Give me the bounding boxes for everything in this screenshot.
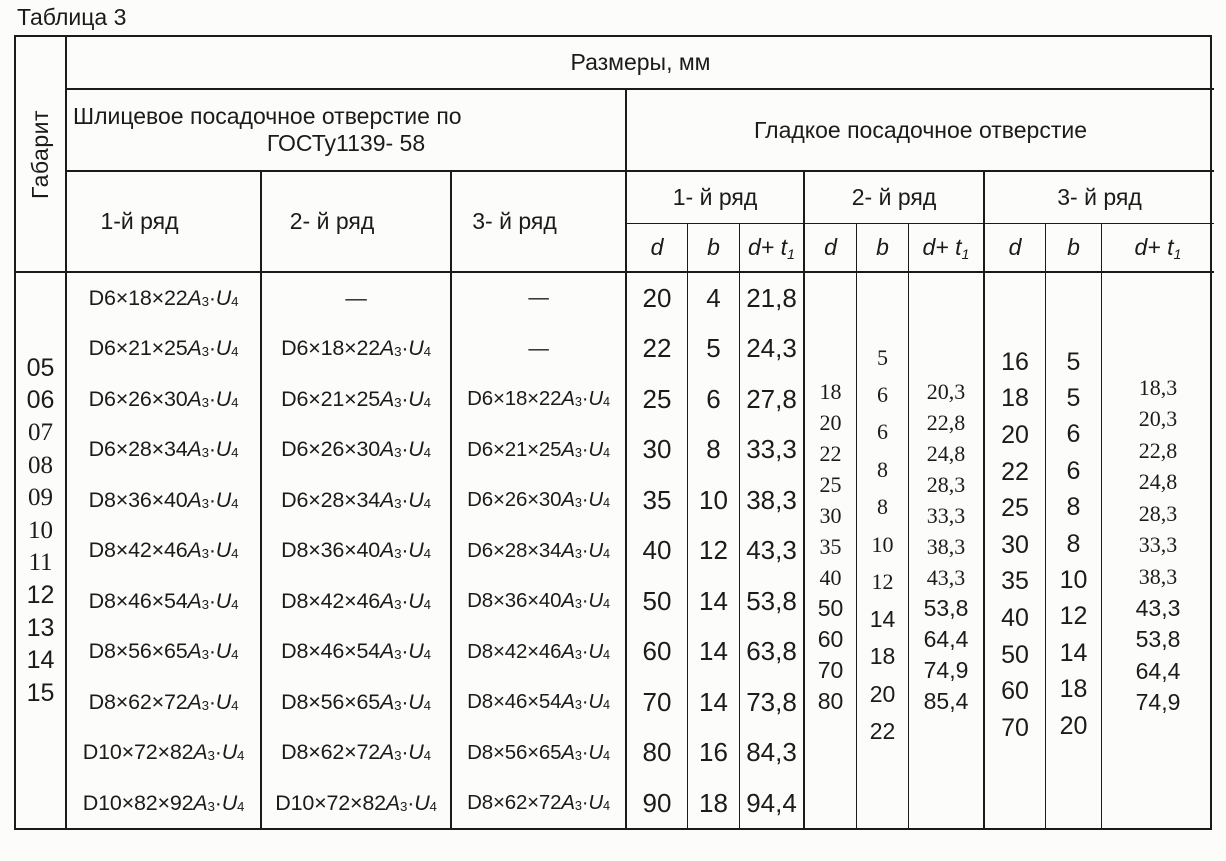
smooth-row2-label: 2- й ряд bbox=[851, 184, 937, 210]
cell-value: 18 bbox=[699, 787, 728, 818]
smooth-row2-b-column bbox=[857, 273, 909, 828]
row1-col-d-header-cell bbox=[627, 224, 688, 273]
cell-value: 40 bbox=[642, 535, 672, 566]
cell-value: D8×46×54 A $_3$ · U $_4$ bbox=[88, 588, 239, 613]
smooth-hole-title: Гладкое посадочное отверстие bbox=[753, 116, 1088, 143]
cell-value: 20 bbox=[819, 409, 842, 435]
smooth-row2-d-stack bbox=[805, 273, 856, 717]
cell-value: 33,3 bbox=[1138, 532, 1178, 558]
smooth-hole-header-cell bbox=[627, 90, 1214, 172]
cell-value: D6×21×25 A $_3$ · U $_4$ bbox=[88, 336, 239, 361]
smooth-row2-header-cell bbox=[805, 172, 985, 224]
cell-value: 50 bbox=[1001, 640, 1029, 669]
cell-value: 20,3 bbox=[1138, 406, 1178, 432]
cell-value: 10 bbox=[699, 484, 728, 515]
cell-value: D6×18×22 A $_3$ · U $_4$ bbox=[281, 336, 431, 361]
cell-value: 16 bbox=[1001, 347, 1029, 376]
cell-value: 12 bbox=[699, 535, 728, 566]
cell-value: 33,3 bbox=[746, 434, 797, 465]
col-dt1-label: $d+ t_1$ bbox=[922, 234, 970, 263]
cell-value: D8×62×72 A $_3$ · U $_4$ bbox=[88, 689, 239, 714]
cell-value: D8×46×54 A $_3$ · U $_4$ bbox=[467, 690, 610, 714]
cell-value: D8×62×72 A $_3$ · U $_4$ bbox=[281, 740, 431, 765]
cell-value: 22 bbox=[869, 718, 896, 745]
cell-value: 84,3 bbox=[746, 737, 797, 768]
cell-value: 25 bbox=[642, 383, 672, 414]
cell-value: 43,3 bbox=[926, 564, 966, 590]
cell-value: D8×56×65 A $_3$ · U $_4$ bbox=[281, 689, 431, 714]
spline-row3-label: 3- й ряд bbox=[472, 208, 557, 234]
sizes-header-cell bbox=[67, 37, 1214, 90]
cell-value: D6×26×30 A $_3$ · U $_4$ bbox=[467, 488, 610, 512]
cell-value: 5 bbox=[1066, 347, 1081, 376]
smooth-row1-label: 1- й ряд bbox=[672, 184, 758, 210]
smooth-row1-dt1-column bbox=[740, 273, 805, 828]
cell-value: 90 bbox=[642, 787, 672, 818]
cell-value: 24,3 bbox=[746, 333, 797, 364]
cell-value: 70 bbox=[642, 686, 672, 717]
cell-value: 12 bbox=[1059, 602, 1088, 631]
cell-value: 11 bbox=[28, 549, 53, 577]
smooth-row3-dt1-stack bbox=[1102, 273, 1214, 719]
cell-value: 80 bbox=[817, 688, 844, 714]
spline-row3-stack bbox=[452, 273, 625, 829]
cell-value: 8 bbox=[877, 456, 888, 482]
cell-value: — bbox=[528, 286, 549, 310]
smooth-row3-header-cell bbox=[985, 172, 1214, 224]
row2-col-d-header-cell bbox=[805, 224, 857, 273]
cell-value: 8 bbox=[1066, 529, 1081, 558]
cell-value: 20,3 bbox=[926, 378, 966, 404]
cell-value: 12 bbox=[871, 569, 894, 595]
cell-value: 60 bbox=[642, 636, 672, 667]
cell-value: D6×26×30 A $_3$ · U $_4$ bbox=[88, 386, 239, 411]
cell-value: 6 bbox=[1066, 420, 1081, 449]
cell-value: 74,9 bbox=[923, 657, 969, 683]
cell-value: 24,8 bbox=[1138, 469, 1178, 495]
sizes-header-label: Размеры, мм bbox=[570, 49, 711, 75]
spline-row1-column bbox=[67, 273, 262, 828]
table-caption: Таблица 3 bbox=[17, 4, 127, 30]
cell-value: 8 bbox=[877, 494, 888, 520]
cell-value: D8×42×46 A $_3$ · U $_4$ bbox=[467, 639, 610, 663]
cell-value: 80 bbox=[642, 737, 672, 768]
cell-value: D8×36×40 A $_3$ · U $_4$ bbox=[281, 538, 431, 563]
cell-value: 33,3 bbox=[926, 502, 966, 528]
smooth-row3-b-stack bbox=[1046, 273, 1101, 744]
gabarit-header-label: Габарит bbox=[27, 109, 54, 199]
cell-value: 21,8 bbox=[746, 282, 797, 313]
cell-value: 10 bbox=[871, 531, 894, 557]
cell-value: 74,9 bbox=[1135, 689, 1181, 716]
cell-value: D6×28×34 A $_3$ · U $_4$ bbox=[281, 487, 431, 512]
cell-value: 4 bbox=[706, 282, 721, 313]
cell-value: 06 bbox=[26, 386, 55, 415]
smooth-row3-d-stack bbox=[985, 273, 1045, 747]
smooth-row1-header-cell bbox=[627, 172, 805, 224]
cell-value: 5 bbox=[1066, 384, 1081, 413]
row3-col-b-header-cell bbox=[1046, 224, 1102, 273]
cell-value: 25 bbox=[1001, 494, 1029, 523]
cell-value: D8×36×40 A $_3$ · U $_4$ bbox=[467, 589, 610, 613]
cell-value: 6 bbox=[1066, 456, 1081, 485]
cell-value: 05 bbox=[26, 353, 55, 382]
smooth-row1-b-stack bbox=[688, 273, 739, 829]
cell-value: 35 bbox=[642, 484, 672, 515]
col-b-label: b bbox=[1067, 234, 1080, 260]
cell-value: — bbox=[528, 336, 549, 360]
cell-value: 28,3 bbox=[1138, 500, 1178, 526]
cell-value: 50 bbox=[642, 585, 672, 616]
smooth-row3-label: 3- й ряд bbox=[1057, 184, 1142, 210]
cell-value: 60 bbox=[1001, 677, 1029, 706]
gabarit-values-column bbox=[16, 273, 67, 828]
col-d-label: d bbox=[650, 234, 664, 260]
cell-value: 85,4 bbox=[923, 688, 969, 714]
spline-row3-column bbox=[452, 273, 627, 828]
cell-value: D8×46×54 A $_3$ · U $_4$ bbox=[281, 639, 431, 664]
smooth-row3-b-column bbox=[1046, 273, 1102, 828]
cell-value: 43,3 bbox=[1135, 594, 1181, 621]
row2-col-dt1-header-cell bbox=[909, 224, 985, 273]
smooth-row1-b-column bbox=[688, 273, 740, 828]
cell-value: 63,8 bbox=[746, 636, 797, 667]
cell-value: 14 bbox=[26, 646, 55, 675]
cell-value: 64,4 bbox=[1135, 657, 1181, 684]
col-d-label: d bbox=[824, 234, 837, 260]
cell-value: 24,8 bbox=[926, 440, 966, 466]
smooth-row1-dt1-stack bbox=[740, 273, 803, 829]
cell-value: 18,3 bbox=[1138, 374, 1178, 400]
cell-value: D6×26×30 A $_3$ · U $_4$ bbox=[281, 437, 431, 462]
cell-value: 28,3 bbox=[926, 471, 966, 497]
cell-value: D6×28×34 A $_3$ · U $_4$ bbox=[467, 538, 610, 562]
cell-value: 18 bbox=[869, 643, 896, 670]
cell-value: 14 bbox=[699, 636, 728, 667]
cell-value: 8 bbox=[706, 434, 721, 465]
cell-value: 5 bbox=[877, 344, 888, 370]
smooth-row2-dt1-stack bbox=[909, 273, 983, 717]
cell-value: 35 bbox=[1001, 567, 1029, 596]
smooth-row1-d-stack bbox=[627, 273, 687, 829]
row1-col-b-header-cell bbox=[688, 224, 740, 273]
cell-value: 07 bbox=[28, 419, 53, 447]
cell-value: D10×82×92 A $_3$ · U $_4$ bbox=[82, 790, 245, 815]
cell-value: 38,3 bbox=[926, 533, 966, 559]
cell-value: 20 bbox=[1059, 711, 1088, 740]
col-b-label: b bbox=[707, 234, 720, 260]
cell-value: 15 bbox=[26, 678, 55, 707]
cell-value: 60 bbox=[817, 626, 844, 652]
cell-value: 25 bbox=[819, 471, 842, 497]
row1-col-dt1-header-cell bbox=[740, 224, 805, 273]
cell-value: 18 bbox=[1059, 675, 1088, 704]
cell-value: 22 bbox=[819, 440, 842, 466]
cell-value: D8×56×65 A $_3$ · U $_4$ bbox=[88, 639, 239, 664]
cell-value: 18 bbox=[819, 378, 842, 404]
cell-value: 09 bbox=[28, 484, 53, 512]
cell-value: 20 bbox=[642, 282, 672, 313]
cell-value: 22 bbox=[642, 333, 672, 364]
row3-col-dt1-header-cell bbox=[1102, 224, 1214, 273]
cell-value: 10 bbox=[1059, 566, 1088, 595]
cell-value: 43,3 bbox=[746, 535, 797, 566]
smooth-row3-dt1-column bbox=[1102, 273, 1214, 828]
cell-value: 70 bbox=[1001, 713, 1029, 742]
cell-value: 73,8 bbox=[746, 686, 797, 717]
cell-value: 30 bbox=[819, 502, 842, 528]
spline-hole-title-line1: Шлицевое посадочное отверстие по bbox=[73, 103, 462, 129]
cell-value: 64,4 bbox=[923, 626, 969, 652]
col-d-label: d bbox=[1008, 234, 1022, 260]
spline-row2-column bbox=[262, 273, 452, 828]
spline-row2-label: 2- й ряд bbox=[289, 208, 375, 234]
cell-value: D6×18×22 A $_3$ · U $_4$ bbox=[467, 387, 610, 411]
cell-value: D8×42×46 A $_3$ · U $_4$ bbox=[281, 588, 431, 613]
cell-value: 53,8 bbox=[1135, 626, 1181, 653]
row3-col-d-header-cell bbox=[985, 224, 1046, 273]
cell-value: D6×21×25 A $_3$ · U $_4$ bbox=[467, 437, 610, 461]
row2-col-b-header-cell bbox=[857, 224, 909, 273]
cell-value: 22 bbox=[1001, 457, 1029, 486]
cell-value: 38,3 bbox=[746, 484, 797, 515]
cell-value: 35 bbox=[819, 533, 842, 559]
cell-value: D8×36×40 A $_3$ · U $_4$ bbox=[88, 487, 239, 512]
spline-row2-stack bbox=[262, 273, 450, 829]
col-b-label: b bbox=[876, 234, 889, 260]
cell-value: D8×62×72 A $_3$ · U $_4$ bbox=[467, 791, 610, 815]
cell-value: D6×18×22 A $_3$ · U $_4$ bbox=[88, 285, 239, 310]
cell-value: 08 bbox=[28, 451, 53, 479]
spline-row2-header-cell bbox=[262, 172, 452, 273]
cell-value: — bbox=[345, 285, 367, 310]
cell-value: 14 bbox=[699, 686, 728, 717]
cell-value: 27,8 bbox=[746, 383, 797, 414]
smooth-row2-d-column bbox=[805, 273, 857, 828]
dimensions-table bbox=[14, 35, 1212, 830]
spline-hole-title-line2: ГОСТу1139- 58 bbox=[266, 130, 426, 156]
cell-value: 53,8 bbox=[923, 595, 969, 621]
cell-value: 94,4 bbox=[746, 787, 797, 818]
spline-row3-header-cell bbox=[452, 172, 627, 273]
spline-row1-label: 1-й ряд bbox=[100, 208, 179, 234]
cell-value: 18 bbox=[1001, 384, 1029, 413]
cell-value: 14 bbox=[869, 605, 896, 632]
cell-value: D10×72×82 A $_3$ · U $_4$ bbox=[275, 790, 437, 815]
cell-value: 50 bbox=[817, 595, 844, 621]
cell-value: D6×28×34 A $_3$ · U $_4$ bbox=[88, 437, 239, 462]
cell-value: 13 bbox=[26, 613, 55, 642]
cell-value: 70 bbox=[817, 657, 844, 683]
spline-row1-header-cell bbox=[67, 172, 262, 273]
cell-value: D6×21×25 A $_3$ · U $_4$ bbox=[281, 386, 431, 411]
smooth-row2-dt1-column bbox=[909, 273, 985, 828]
col-dt1-label: $d+ t_1$ bbox=[1134, 234, 1182, 263]
cell-value: 20 bbox=[1001, 420, 1029, 449]
smooth-row2-b-stack bbox=[857, 273, 908, 750]
cell-value: 40 bbox=[1001, 603, 1029, 632]
cell-value: 30 bbox=[1001, 530, 1029, 559]
cell-value: 10 bbox=[28, 516, 53, 544]
cell-value: 38,3 bbox=[1138, 563, 1178, 589]
cell-value: 6 bbox=[877, 382, 888, 408]
col-dt1-label: $d+ t_1$ bbox=[748, 234, 795, 263]
cell-value: 20 bbox=[869, 680, 896, 707]
gabarit-values-stack bbox=[16, 273, 65, 710]
cell-value: 8 bbox=[1066, 493, 1081, 522]
cell-value: 14 bbox=[699, 585, 728, 616]
cell-value: 6 bbox=[706, 383, 721, 414]
cell-value: D8×42×46 A $_3$ · U $_4$ bbox=[88, 538, 239, 563]
cell-value: 22,8 bbox=[926, 409, 966, 435]
cell-value: D10×72×82 A $_3$ · U $_4$ bbox=[82, 740, 245, 765]
cell-value: 30 bbox=[642, 434, 672, 465]
cell-value: D8×56×65 A $_3$ · U $_4$ bbox=[467, 740, 610, 764]
gabarit-header-cell bbox=[16, 37, 67, 273]
cell-value: 6 bbox=[877, 419, 888, 445]
cell-value: 53,8 bbox=[746, 585, 797, 616]
spline-hole-header-cell bbox=[67, 90, 627, 172]
smooth-row3-d-column bbox=[985, 273, 1046, 828]
smooth-row1-d-column bbox=[627, 273, 688, 828]
cell-value: 22,8 bbox=[1138, 437, 1178, 463]
cell-value: 14 bbox=[1059, 638, 1088, 667]
cell-value: 5 bbox=[706, 333, 721, 364]
cell-value: 40 bbox=[819, 564, 842, 590]
cell-value: 16 bbox=[699, 737, 728, 768]
spline-row1-stack bbox=[67, 273, 260, 829]
cell-value: 12 bbox=[26, 581, 55, 610]
